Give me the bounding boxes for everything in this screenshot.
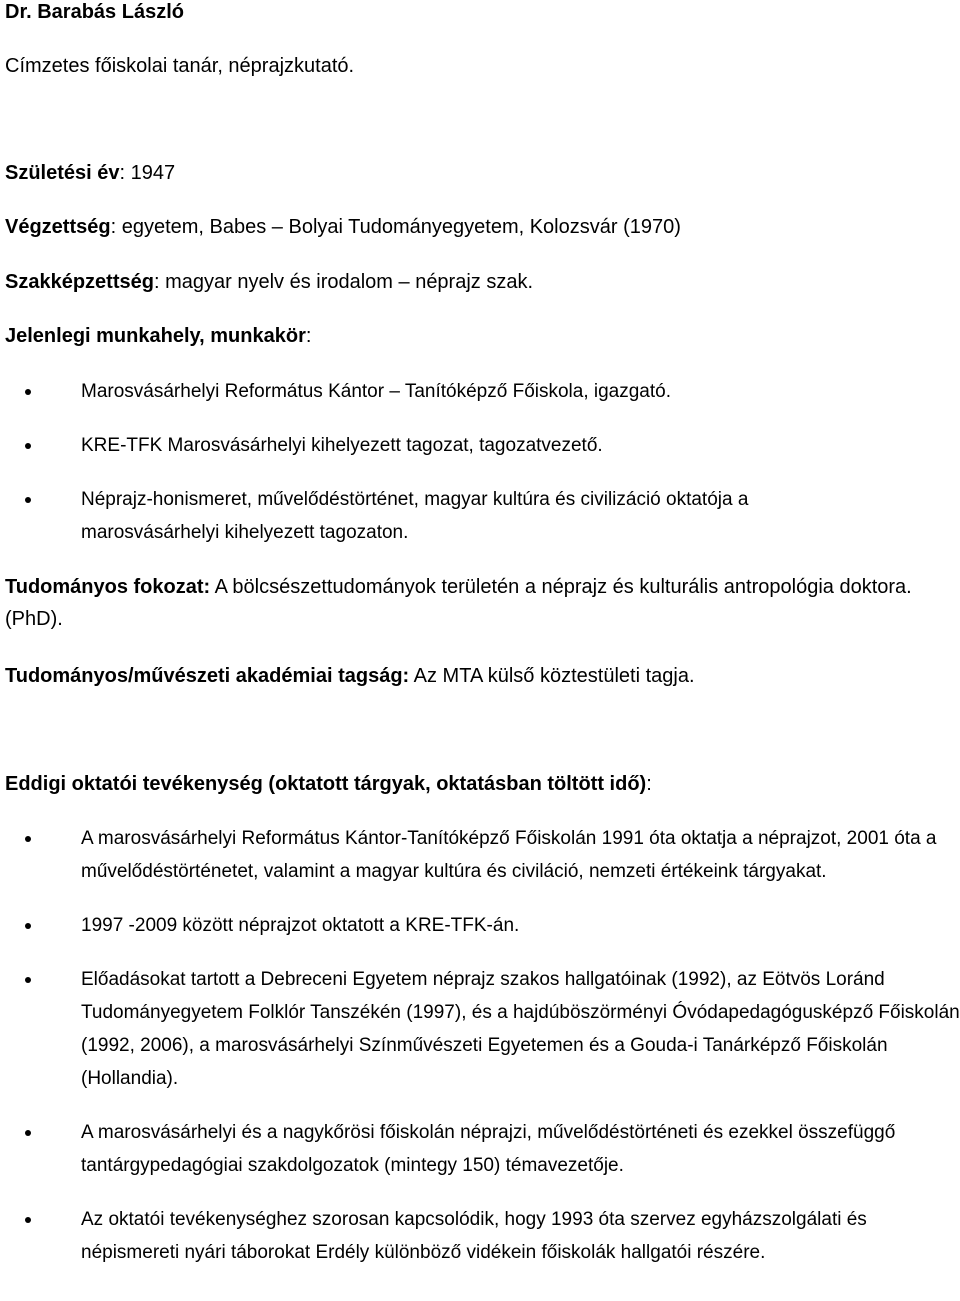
list-item: A marosvásárhelyi Református Kántor-Tanítóképző Főiskolán 1991 óta oktatja a néprajzot, 2001 óta a művelődéstörténetet, valamint a magyar kultúra és civiláció, nemzeti értékeink tárgyakat.: [5, 822, 960, 888]
author-title: Címzetes főiskolai tanár, néprajzkutató.: [5, 55, 355, 77]
list-item: 1997 -2009 között néprajzot oktatott a KRE-TFK-án.: [5, 909, 960, 942]
bullet-icon: [25, 923, 31, 929]
birth-year: Születési év: 1947: [5, 162, 176, 184]
list-item: Néprajz-honismeret, művelődéstörténet, magyar kultúra és civilizáció oktatója a marosvásárhelyi kihelyezett tagozaton.: [5, 483, 957, 549]
list-item: A marosvásárhelyi és a nagykőrösi főiskolán néprajzi, művelődéstörténeti és ezekkel összefüggő tantárgypedagógiai szakdolgozatok (mintegy 150) témavezetője.: [5, 1116, 960, 1182]
education: Végzettség: egyetem, Babes – Bolyai Tudományegyetem, Kolozsvár (1970): [5, 216, 681, 238]
bullet-icon: [25, 977, 31, 983]
author-name: Dr. Barabás László: [5, 1, 184, 23]
workplace-heading: Jelenlegi munkahely, munkakör:: [5, 325, 312, 347]
list-item: Marosvásárhelyi Református Kántor – Tanítóképző Főiskola, igazgató.: [5, 375, 957, 408]
academy-membership: Tudományos/művészeti akadémiai tagság: Az MTA külső köztestületi tagja.: [5, 665, 695, 687]
workplace-list: [5, 375, 957, 549]
bullet-icon: [25, 1217, 31, 1223]
list-item: Az oktatói tevékenységhez szorosan kapcsolódik, hogy 1993 óta szervez egyházszolgálati és népismereti nyári táborokat Erdély különböző vidékein főiskolák hallgatói részére.: [5, 1203, 960, 1269]
list-item: KRE-TFK Marosvásárhelyi kihelyezett tagozat, tagozatvezető.: [5, 429, 957, 462]
bullet-icon: [25, 1130, 31, 1136]
teaching-heading: Eddigi oktatói tevékenység (oktatott tárgyak, oktatásban töltött idő):: [5, 773, 652, 795]
academic-degree: Tudományos fokozat: A bölcsészettudományok területén a néprajz és kulturális antropológia doktora. (PhD).: [5, 576, 912, 630]
bullet-icon: [25, 497, 31, 503]
bullet-icon: [25, 836, 31, 842]
teaching-list: [5, 822, 960, 1269]
bullet-icon: [25, 389, 31, 395]
bullet-icon: [25, 443, 31, 449]
list-item: Előadásokat tartott a Debreceni Egyetem néprajz szakos hallgatóinak (1992), az Eötvös Loránd Tudományegyetem Folklór Tanszékén (1997), és a hajdúböszörményi Óvódapedagógusképző Főiskolán (1992, 2006), a marosvásárhelyi Színművészeti Egyetemen és a Gouda-i Tanárképző Főiskolán (Hollandia).: [5, 963, 960, 1095]
qualification: Szakképzettség: magyar nyelv és irodalom – néprajz szak.: [5, 271, 534, 293]
